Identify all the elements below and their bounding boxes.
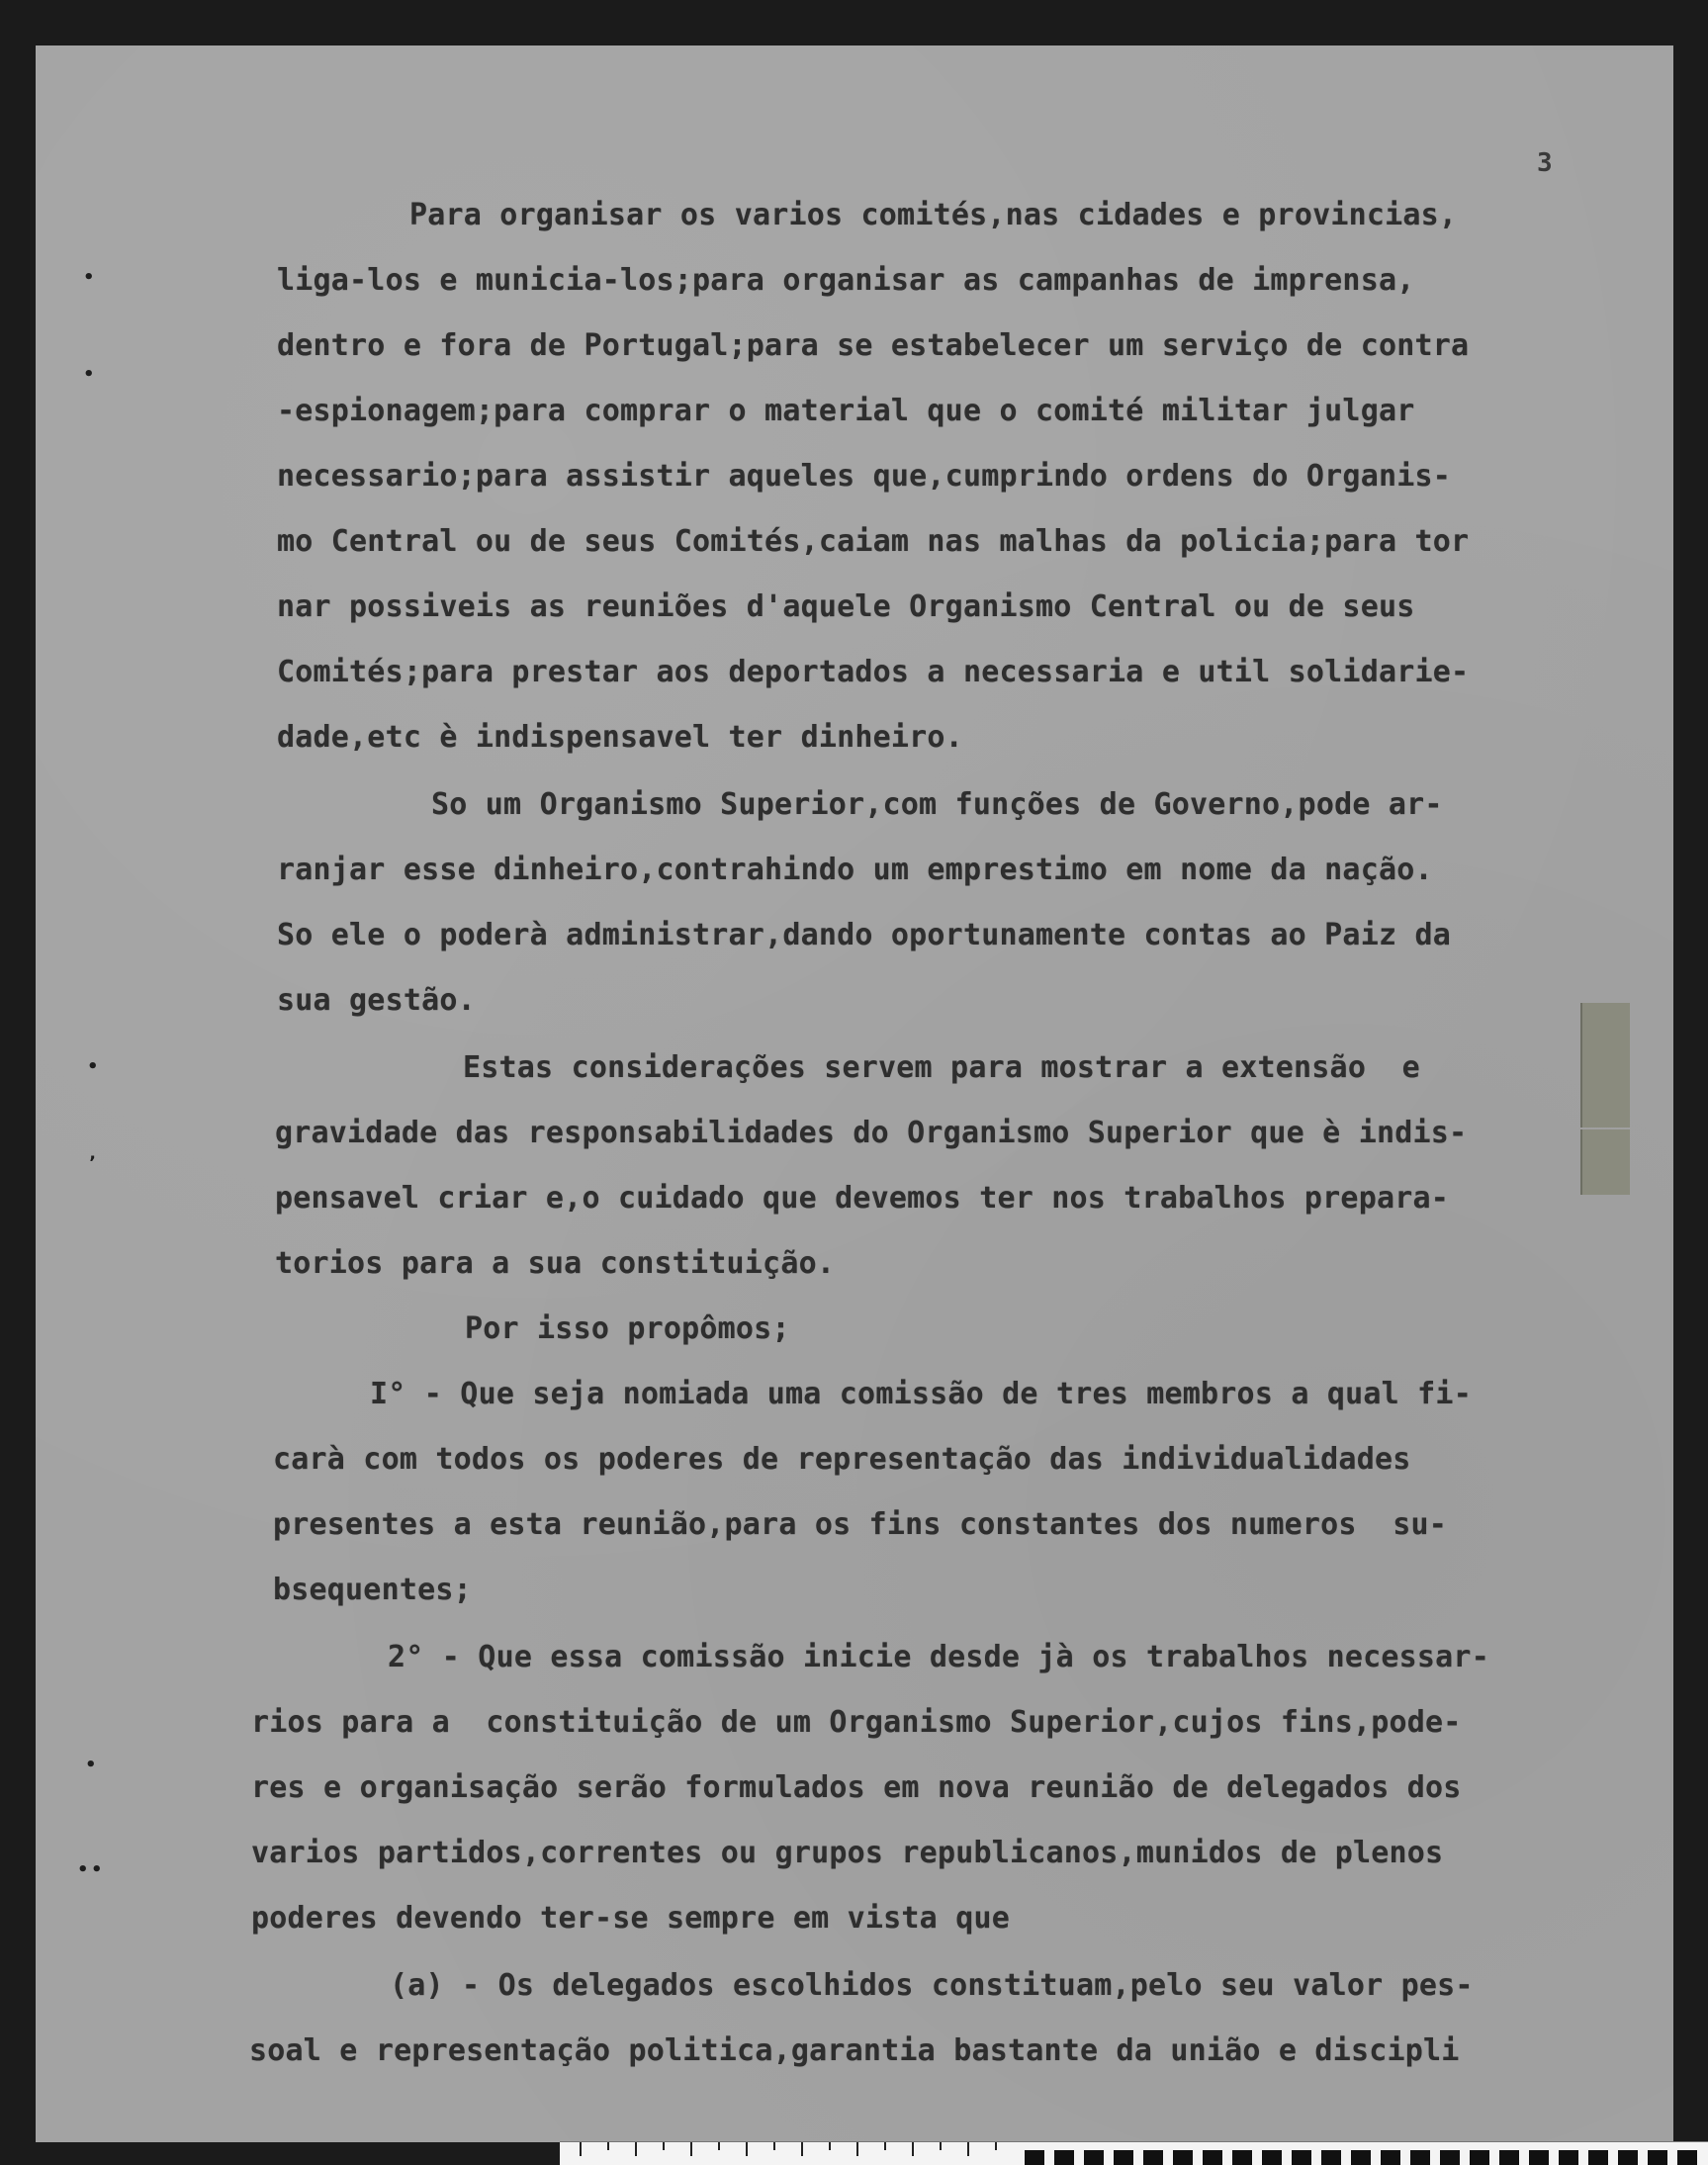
text-line: pensavel criar e,o cuidado que devemos ter nos trabalhos prepara- bbox=[275, 1181, 1449, 1216]
text-line: dade,etc è indispensavel ter dinheiro. bbox=[277, 720, 963, 755]
text-line: liga-los e municia-los;para organisar as campanhas de imprensa, bbox=[277, 263, 1415, 298]
text-line: soal e representação politica,garantia bastante da união e discipli bbox=[249, 2033, 1460, 2068]
text-line: dentro e fora de Portugal;para se estabelecer um serviço de contra bbox=[277, 328, 1470, 363]
text-line: ranjar esse dinheiro,contrahindo um emprestimo em nome da nação. bbox=[277, 853, 1433, 887]
margin-punch-mark: • bbox=[77, 1859, 89, 1880]
text-line: carà com todos os poderes de representação das individualidades bbox=[273, 1442, 1411, 1477]
text-line: gravidade das responsabilidades do Organismo Superior que è indis- bbox=[275, 1116, 1468, 1150]
text-line: torios para a sua constituição. bbox=[275, 1246, 836, 1281]
text-line: varios partidos,correntes ou grupos republicanos,munidos de plenos bbox=[251, 1836, 1444, 1870]
text-line: mo Central ou de seus Comités,caiam nas malhas da policia;para tor bbox=[277, 524, 1470, 559]
text-line: So um Organismo Superior,com funções de Governo,pode ar- bbox=[431, 787, 1443, 822]
text-line: poderes devendo ter-se sempre em vista que bbox=[251, 1901, 1010, 1936]
text-line: -espionagem;para comprar o material que o comité militar julgar bbox=[277, 394, 1415, 428]
text-line: res e organisação serão formulados em nova reunião de delegados dos bbox=[251, 1770, 1462, 1805]
margin-punch-mark: • bbox=[91, 1859, 103, 1880]
text-line: Comités;para prestar aos deportados a necessaria e util solidarie- bbox=[277, 655, 1470, 689]
typed-text bbox=[36, 45, 1673, 2142]
text-line: presentes a esta reunião,para os fins constantes dos numeros su- bbox=[273, 1507, 1447, 1542]
text-line: Para organisar os varios comités,nas cidades e provincias, bbox=[409, 198, 1458, 232]
page-number: 3 bbox=[1537, 148, 1553, 178]
margin-punch-mark: • bbox=[87, 1056, 99, 1077]
text-line: So ele o poderà administrar,dando oportunamente contas ao Paiz da bbox=[277, 918, 1451, 952]
margin-punch-mark: • bbox=[85, 1755, 97, 1775]
text-line: bsequentes; bbox=[273, 1573, 472, 1607]
text-line: Por isso propômos; bbox=[465, 1311, 790, 1346]
text-line: I° - Que seja nomiada uma comissão de tres membros a qual fi- bbox=[370, 1377, 1472, 1411]
text-line: (a) - Os delegados escolhidos constituam,pelo seu valor pes- bbox=[390, 1968, 1474, 2003]
text-line: nar possiveis as reuniões d'aquele Organismo Central ou de seus bbox=[277, 589, 1415, 624]
text-line: rios para a constituição de um Organismo Superior,cujos fins,pode- bbox=[251, 1705, 1462, 1740]
document-page bbox=[36, 45, 1673, 2142]
text-line: 2° - Que essa comissão inicie desde jà os trabalhos necessar- bbox=[388, 1640, 1489, 1674]
margin-punch-mark: • bbox=[83, 364, 95, 385]
text-line: sua gestão. bbox=[277, 983, 476, 1018]
measurement-ruler bbox=[560, 2141, 1708, 2165]
text-line: necessario;para assistir aqueles que,cumprindo ordens do Organis- bbox=[277, 459, 1451, 494]
text-line: Estas considerações servem para mostrar a extensão e bbox=[463, 1050, 1420, 1085]
margin-punch-mark: ‚ bbox=[89, 1143, 96, 1164]
margin-punch-mark: • bbox=[83, 267, 95, 288]
